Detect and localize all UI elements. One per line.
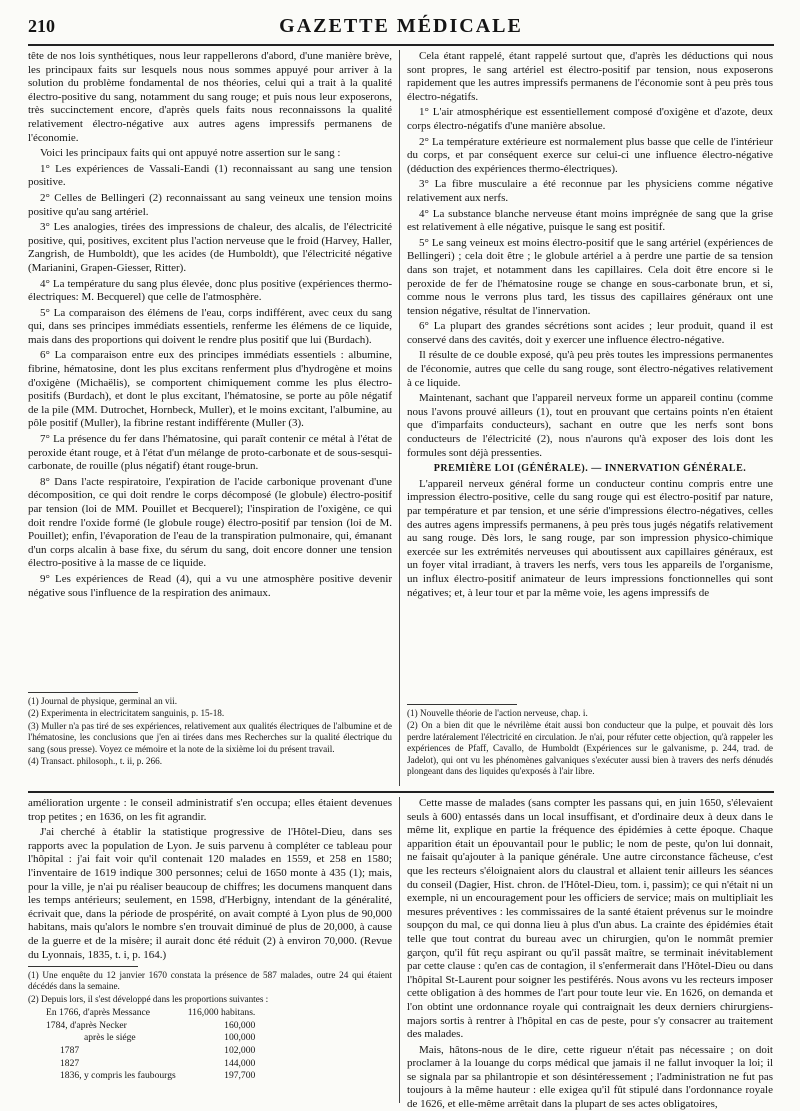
table-cell-label: après le siége [84,1032,136,1044]
table-cell-value: 160,000 [224,1019,256,1031]
paragraph: 2° La température extérieure est normalement plus basse que celle de l'intérieur du corps, et par conséquent exerce sur celui-ci une influence électro-négative (déduction des expériences thermo-électriques). [407,135,773,175]
table-row [44,1058,257,1071]
paragraph: 8° Dans l'acte respiratoire, l'expiration de l'acide carbonique provenant d'une décomposition, ce qui doit rendre le corps décomposé (le globule) électro-positif par tension (loi de MM. Pouillet et Becquerel); l'inspiration de l'oxigène, ce qui doit rendre l'oxide formé (le globule rouge) électro-positif par tension (loi de M. Pouillet); enfin, l'évaporation de l'eau de la transpiration pulmonaire, qui, émanant d'un corps alcalin à base fixe, du sérum du sang, doit encore donner une tension électro-positive à la masse de ce liquide. [28,475,392,570]
paragraph: L'appareil nerveux général forme un conducteur continu compris entre une impression électro-positive, celle du sang rouge qui est électro-positif par nature, par température et par tension, et une série d'impressions électro-négatives, celles des autres agens impressifs permanens, à peu près tous jugés négatifs relativement au sang rouge. Dès lors, le sang rouge, par son impression physico-chimique exercée sur les extrémités nerveuses qui aboutissent aux capillaires généraux, est un foyer vital irradiant, à travers les nerfs, vers tous les appareils de l'organisme, un influx électro-positif animateur de leurs impressions fonctionnelles qui sont négatives; et, à leur tour et par la même voie, les agens impressifs de [407,477,773,599]
paragraph: Il résulte de ce double exposé, qu'à peu près toutes les impressions permanentes de l'économie, autres que celle du sang rouge, sont électro-négatives relativement à ce liquide. [407,349,773,389]
column-divider-upper [399,50,400,786]
paragraph: Mais, hâtons-nous de le dire, cette rigueur n'était pas nécessaire ; on doit proclamer à la louange du corps médical que jamais il ne fallut invoquer la loi; il se signala par sa philantropie et son désintéressement ; l'administration ne fut pas toujours à la même hauteur : elle exigea qu'il fût stipulé dans l'ordonnance royale de 1626, et elle-même arrêtait dans la plupart de ses actes obligatoires, [407,1043,773,1111]
page-header [28,14,774,42]
footnote-rule [407,704,517,705]
paragraph: 2° Celles de Bellingeri (2) reconnaissant au sang veineux une tension moins positive qu'au sang artériel. [28,191,392,218]
table-cell-label: 1784, d'après Necker [46,1019,127,1031]
section-heading: PREMIÈRE LOI (GÉNÉRALE). — INNERVATION GÉNÉRALE. [433,463,747,475]
paragraph: Maintenant, sachant que l'appareil nerveux forme un appareil continu (comme nous l'avons prouvé ailleurs (1), tout en prouvant que certains points n'en étaient que d'imparfaits conducteurs), sachant en outre que les nerfs sont bons conducteurs de l'électricité (2), nous n'aurons qu'à exposer des lois dont les formules sont déjà pressenties. [407,392,773,459]
footnote: (1) Nouvelle théorie de l'action nerveuse, chap. i. [407,708,588,718]
header-rule [28,44,774,46]
footnote: (2) On a bien dit que le névrilème était aussi bon conducteur que la pulpe, et pouvait dès lors perdre latéralement l'électricité en circulation. Je n'ai, pour réfuter cette objection, qu'à rappeler les expériences de Pfaff, Cavallo, de Humboldt (Expériences sur le galvanisme, p. 244, trad. de Jadelot), qui ont vu les phénomènes galvaniques s'exécuter aussi bien à travers des nerfs dénudés plongeant dans des liquides qu'exposés à l'air libre. [407,720,773,777]
table-cell-value: 197,700 [224,1070,256,1082]
upper-left-footnotes [28,692,392,786]
paragraph: 5° La comparaison des élémens de l'eau, corps indifférent, avec ceux du sang qui, dans ses principes immédiats essentiels, renferme les élémens de ce liquide, mais dans des proportions qui doivent le rendre plus positif que lui (Burdach). [28,306,392,346]
paragraph: amélioration urgente : le conseil administratif s'en occupa; elles étaient devenues trop petites ; en 1636, on les fit agrandir. [28,797,392,823]
table-cell-value: 144,000 [224,1057,256,1069]
paragraph: Voici les principaux faits qui ont appuyé notre assertion sur le sang : [40,147,341,160]
footnote-rule [28,966,138,967]
paragraph: 4° La température du sang plus élevée, donc plus positive (expériences thermo-électriques: M. Becquerel) que celle de l'atmosphère. [28,277,392,304]
upper-right-footnotes [407,704,773,786]
paragraph: Cela étant rappelé, étant rappelé surtout que, d'après les déductions qui nous sont propres, le sang artériel est électro-positif par tension, nous exposerons rapidement que les autres impressifs permanens de l'économie sont à peu près tous électro-négatifs. [407,50,773,103]
footnote: (2) Depuis lors, il s'est développé dans les proportions suivantes : [28,993,269,1004]
section-rule [28,791,774,793]
footnote: (1) Journal de physique, germinal an vii. [28,696,178,706]
upper-left-column [28,50,392,688]
table-cell-value: 102,000 [224,1045,256,1056]
paragraph: tête de nos lois synthétiques, nous leur rappellerons d'abord, d'une manière brève, les principaux faits sur lesquels nous nous sommes appuyé pour arriver à la solution du problème fondamental de nos théories, celui qui a trait à la qualité électro-positive du sang, notamment du sang rouge; et puis nous leur exposerons, très succinctement encore, d'après quels faits nous reconnaissons la qualité relativement électro-négative aux autres agens impressifs permanens de l'économie. [28,50,392,144]
paragraph: 7° La présence du fer dans l'hématosine, qui paraît contenir ce métal à l'état de peroxide étant rouge, et à l'état d'un mélange de proto-carbonate et de sous-sesqui-carbonate, de rouille (plus négatif) étant rouge-brun. [28,433,392,473]
journal-title: GAZETTE MÉDICALE [279,15,523,37]
table-row [44,1032,257,1045]
paragraph: 4° La substance blanche nerveuse étant moins imprégnée de sang que la grise est relativement à elle négative, puisque le sang est positif. [407,207,773,234]
table-row [44,1045,257,1058]
paragraph: Cette masse de malades (sans compter les passans qui, en juin 1650, s'élevaient seuls à 600) entassés dans un local insuffisant, et d'ordinaire deux à deux dans le même lit, explique en partie la fréquence des épidémies à cette époque. Chaque apparition était un épouvantail pour le public; le nom de peste, qu'on lui donnait, ne faisait qu'ajouter à la panique générale. Une autre circonstance fâcheuse, c'est que les recteurs s'éloignaient alors du claustral et allaient tenir ailleurs les séances du conseil (Dagier, Hist. chron. de l'Hôtel-Dieu, tom. i, passim); ce qui n'était ni un exemple, ni un encouragement pour les officiers de service; mais on multipliait les mesures préventives : les commissaires de la santé étaient prévenus sur le moindre soupçon du mal, ce qui donna lieu à plus d'un abus. La crainte des épidémies était telle que tout contrat du bureau avec un chirurgien, qu'on le nommât premier garçon, qu'il fût reçu aspirant ou qu'il passât maître, se terminait inévitablement par cette clause : qu'en cas de contagion, il s'enfermerait dans l'Hôtel-Dieu ou dans l'hôpital St-Laurent pour soigner les pestiférés. Nous avons vu les recteurs imposer cette obligation à des hommes de l'art pour toute leur vie. En 1626, on demanda et l'on obtint une ordonnance royale qui contraignait les deux derniers chirurgiens-majors sortis à rentrer à l'hôpital en cas de peste, pour s'y consacrer au traitement des malades. [407,797,773,1041]
paragraph: 6° La plupart des grandes sécrétions sont acides ; leur produit, quand il est conservé dans des cavités, doit y exercer une influence électro-négative. [407,320,773,346]
table-cell-value: 116,000 habitans. [187,1007,256,1019]
table-cell-label: 1787 [60,1045,80,1056]
table-cell-label: 1836, y compris les faubourgs [60,1070,176,1082]
paragraph: J'ai cherché à établir la statistique progressive de l'Hôtel-Dieu, dans ses rapports avec la population de Lyon. Je suis parvenu à compléter ce tableau pour l'hôpital : j'ai fait voir qu'il contenait 120 malades en 1559, et 258 en 1580; l'inventaire de 1619 indique 300 personnes; celui de 1650 monte à 435 (1); mais, pour la ville, je n'ai pu réaliser beaucoup de chiffres; les documens manquent dans les temps antérieurs; seulement, en 1598, d'Herbigny, intendant de la généralité, écrivait que, dans la période de prospérité, on avait compté à Lyon plus de 90,000 habitans, mais qu'alors le nombre s'en trouvait diminué de plus de 20,000, à cause de la guerre et de la misère; il aurait donc été réduit (2) à environ 70,000. (Revue du Lyonnais, 1835, t. i, p. 164.) [28,826,392,961]
paragraph: 6° La comparaison entre eux des principes immédiats essentiels : albumine, fibrine, hématosine, dont les plus excitans renferment plus d'hydrogène et moins d'oxigène (Michaëlis), se comportent chimiquement comme les plus électro-positifs (Burdach), et dont le plus excitant, l'hématosine, se porte au pôle négatif de la pile (MM. Dutrochet, Hornbeck, Muller), et le moins excitant, l'albumine, au pôle positif (Muller), la fibrine restant indifférente (Muller (3). [28,349,392,430]
lower-right-column [407,797,773,1111]
paragraph: 3° Les analogies, tirées des impressions de chaleur, des alcalis, de l'électricité positive, qui, positives, excitent plus l'action nerveuse que le froid (Harvey, Haller, Zangrish, de Humboldt), que les acides (de Humboldt), que l'électricité négative (Marianini, Grapen-Giesser, Ritter). [28,221,392,274]
table-row [44,1070,257,1083]
paragraph: 1° L'air atmosphérique est essentiellement composé d'oxigène et d'azote, deux corps électro-négatifs d'une manière absolue. [407,106,773,132]
paragraph: 5° Le sang veineux est moins électro-positif que le sang artériel (expériences de Bellingeri) ; cela doit être ; le globule artériel a à perdre une partie de sa tension dans son trajet, et notamment dans les capillaires. Cela doit être encore si le peroxide de fer de l'hématosine rouge se change en sous-carbonate brun, et si, comme nous le verrons plus tard, les tissus des capillaires généraux ont une tension négative, résultat de l'innervation. [407,236,773,317]
paragraph: 1° Les expériences de Vassali-Eandi (1) reconnaissant au sang une tension positive. [28,162,392,189]
table-cell-value: 100,000 [224,1032,256,1044]
paragraph: 3° La fibre musculaire a été reconnue par les physiciens comme négative relativement aux nerfs. [407,178,773,204]
table-cell-label: En 1766, d'après Messance [46,1007,151,1019]
footnote: (4) Transact. philosoph., t. ii, p. 266. [28,756,162,767]
paragraph: 9° Les expériences de Read (4), qui a vu une atmosphère positive devenir négative sous l'influence de la respiration des animaux. [28,572,392,599]
table-cell-label: 1827 [60,1057,80,1069]
footnote: (1) Une enquête du 12 janvier 1670 constata la présence de 587 malades, outre 24 qui étaient décédés dans la semaine. [28,970,392,992]
lower-left-footnotes [28,966,392,1103]
lower-left-column [28,797,392,962]
column-divider-lower [399,797,400,1103]
upper-right-column [407,50,773,700]
table-row [44,1007,257,1020]
population-table [44,1007,257,1083]
footnote: (2) Experimenta in electricitatem sanguinis, p. 15-18. [28,708,225,719]
footnote-rule [28,692,138,693]
table-row [44,1020,257,1033]
footnote: (3) Muller n'a pas tiré de ses expériences, relativement aux qualités électriques de l'albumine et de l'hématosine, les conclusions que j'en ai tirées dans mes Recherches sur la qualité électrique du sang (sous presse). Voyez ce mémoire et la note de la sixième loi du présent travail. [28,720,392,754]
page-number: 210 [28,16,55,36]
